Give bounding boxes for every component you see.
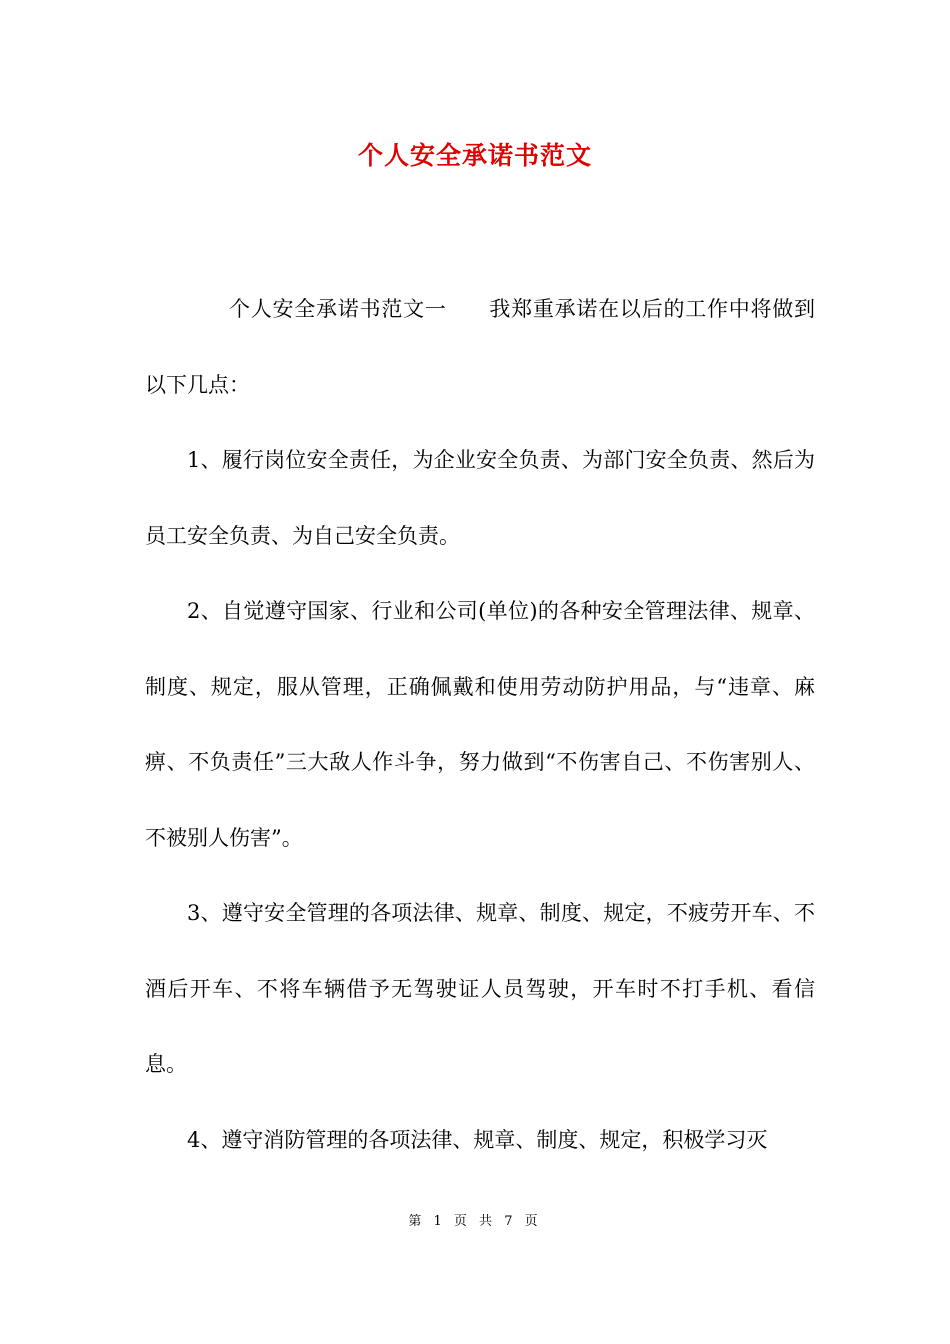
paragraph-4: 4、遵守消防管理的各项法律、规章、制度、规定，积极学习灭 <box>187 1127 768 1152</box>
intro-paragraph <box>145 272 815 423</box>
paragraph-3: 3、遵守安全管理的各项法律、规章、制度、规定，不疲劳开车、不酒后开车、不将车辆借予无驾驶证人员驾驶，开车时不打手机、看信息。 <box>145 901 815 1076</box>
intro-text: 我郑重承诺在以后的工作中将做到以下几点： <box>145 297 816 397</box>
document-body <box>145 272 815 1178</box>
intro-heading: 个人安全承诺书范文一 <box>229 297 447 321</box>
paragraph-2: 2、自觉遵守国家、行业和公司(单位)的各种安全管理法律、规章、制度、规定，服从管理，正确佩戴和使用劳动防护用品，与“违章、麻痹、不负责任”三大敌人作斗争，努力做到“不伤害自己、不伤害别人、不被别人伤害”。 <box>145 599 815 850</box>
paragraph-1: 1、履行岗位安全责任，为企业安全负责、为部门安全负责、然后为员工安全负责、为自己安全负责。 <box>145 448 815 548</box>
document-title: 个人安全承诺书范文 <box>357 141 592 170</box>
page-number-footer: 第 1 页 共 7 页 <box>408 1214 542 1229</box>
